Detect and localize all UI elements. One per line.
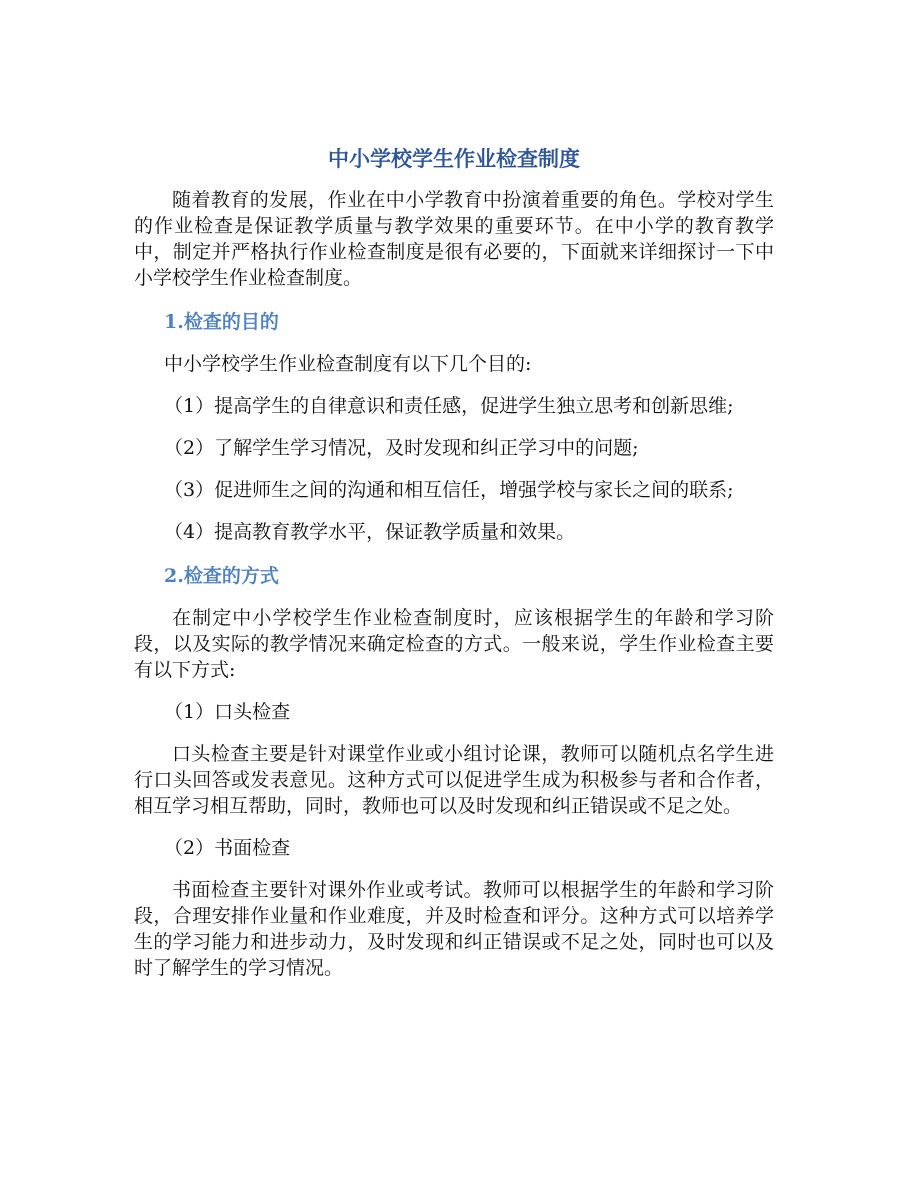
methods-lead: 在制定中小学校学生作业检查制度时，应该根据学生的年龄和学习阶段，以及实际的教学情况来确定检查的方式。一般来说，学生作业检查主要有以下方式:: [134, 607, 774, 681]
document-page: [134, 140, 774, 981]
section-heading-purpose: 1.检查的目的: [164, 311, 279, 333]
purpose-lead: 中小学校学生作业检查制度有以下几个目的:: [164, 353, 532, 375]
purpose-item: （1）提高学生的自律意识和责任感，促进学生独立思考和创新思维;: [164, 395, 734, 417]
purpose-item: （2）了解学生学习情况，及时发现和纠正学习中的问题;: [164, 437, 639, 459]
purpose-item: （3）促进师生之间的沟通和相互信任，增强学校与家长之间的联系;: [164, 479, 734, 501]
method-text-oral: 口头检查主要是针对课堂作业或小组讨论课，教师可以随机点名学生进行口头回答或发表意见。这种方式可以促进学生成为积极参与者和合作者，相互学习相互帮助，同时，教师也可以及时发现和纠正错误或不足之处。: [134, 743, 774, 817]
purpose-item: （4）提高教育教学水平，保证教学质量和效果。: [164, 521, 576, 543]
section-heading-methods: 2.检查的方式: [164, 565, 279, 587]
method-text-written: 书面检查主要针对课外作业或考试。教师可以根据学生的年龄和学习阶段，合理安排作业量和作业难度，并及时检查和评分。这种方式可以培养学生的学习能力和进步动力，及时发现和纠正错误或不足之处，同时也可以及时了解学生的学习情况。: [134, 879, 774, 979]
intro-paragraph: 随着教育的发展，作业在中小学教育中扮演着重要的角色。学校对学生的作业检查是保证教学质量与教学效果的重要环节。在中小学的教育教学中，制定并严格执行作业检查制度是很有必要的，下面就来详细探讨一下中小学校学生作业检查制度。: [134, 189, 774, 289]
document-title: 中小学校学生作业检查制度: [328, 146, 580, 171]
method-label-written: （2）书面检查: [164, 837, 291, 859]
method-label-oral: （1）口头检查: [164, 701, 291, 723]
